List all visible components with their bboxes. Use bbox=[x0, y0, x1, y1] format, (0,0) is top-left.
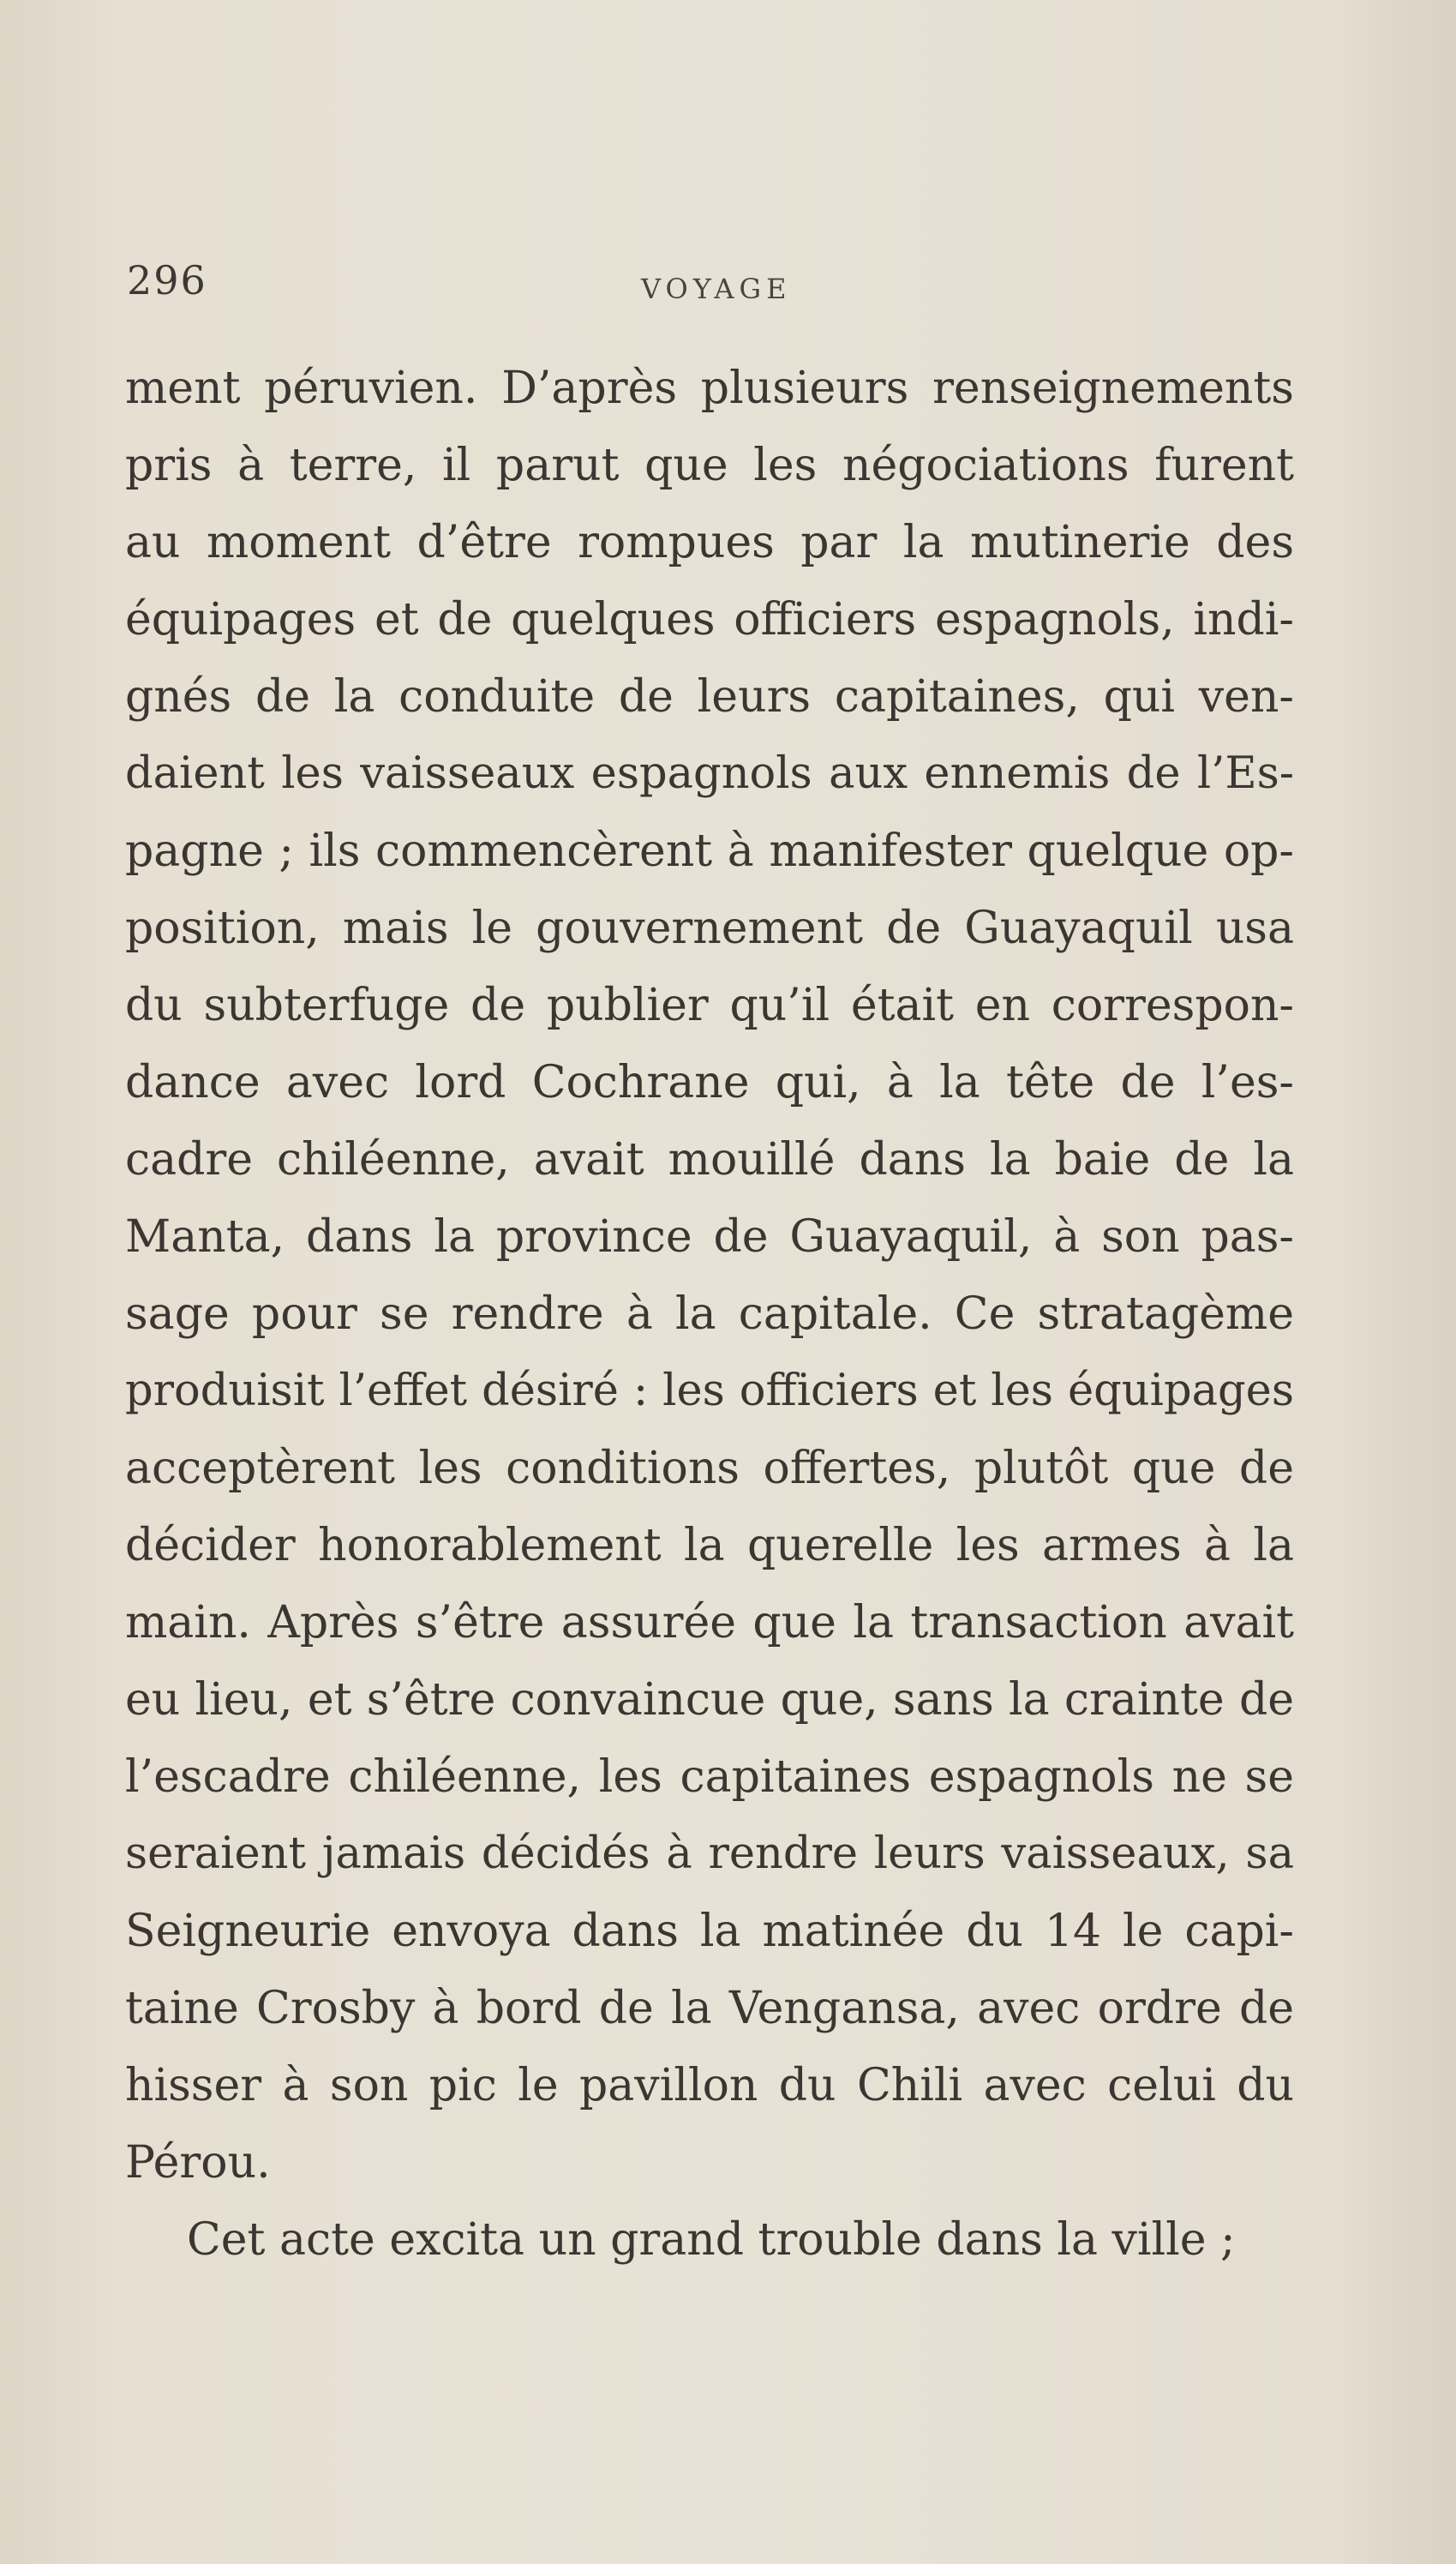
text-line: décider honorablement la querelle les armes à la bbox=[125, 1520, 1294, 1571]
paragraph-end-line: Pérou. bbox=[125, 2137, 271, 2189]
body-text bbox=[125, 350, 1294, 2279]
text-line: sage pour se rendre à la capitale. Ce stratagème bbox=[125, 1288, 1294, 1340]
text-line: eu lieu, et s’être convaincue que, sans la crainte de bbox=[125, 1674, 1294, 1726]
text-line: du subterfuge de publier qu’il était en correspon- bbox=[125, 980, 1294, 1031]
text-line: ment péruvien. D’après plusieurs renseignements bbox=[125, 363, 1294, 414]
text-line: pris à terre, il parut que les négociations furent bbox=[125, 440, 1294, 491]
text-line: Manta, dans la province de Guayaquil, à son pas- bbox=[125, 1211, 1294, 1263]
page-header bbox=[127, 257, 1292, 317]
paragraph-start-line: Cet acte excita un grand trouble dans la ville ; bbox=[187, 2214, 1236, 2266]
text-line: l’escadre chiléenne, les capitaines espagnols ne se bbox=[125, 1751, 1294, 1803]
text-line: équipages et de quelques officiers espagnols, indi- bbox=[125, 594, 1294, 646]
text-line: acceptèrent les conditions offertes, plutôt que de bbox=[125, 1443, 1294, 1494]
text-line: hisser à son pic le pavillon du Chili avec celui du bbox=[125, 2060, 1294, 2111]
text-line: seraient jamais décidés à rendre leurs vaisseaux, sa bbox=[125, 1828, 1294, 1879]
text-line: daient les vaisseaux espagnols aux ennemis de l’Es- bbox=[125, 748, 1294, 799]
page-number: 296 bbox=[127, 257, 207, 303]
text-line: Seigneurie envoya dans la matinée du 14 le capi- bbox=[125, 1906, 1294, 1957]
text-line: taine Crosby à bord de la Vengansa, avec ordre de bbox=[125, 1983, 1294, 2034]
text-line: gnés de la conduite de leurs capitaines, qui ven- bbox=[125, 671, 1294, 723]
text-line: au moment d’être rompues par la mutinerie des bbox=[125, 517, 1294, 568]
text-line: main. Après s’être assurée que la transaction avait bbox=[125, 1597, 1294, 1648]
text-line: dance avec lord Cochrane qui, à la tête de l’es- bbox=[125, 1057, 1294, 1108]
text-line: position, mais le gouvernement de Guayaquil usa bbox=[125, 903, 1294, 954]
running-head: VOYAGE bbox=[641, 273, 792, 305]
text-line: pagne ; ils commencèrent à manifester quelque op- bbox=[125, 826, 1294, 877]
text-line: cadre chiléenne, avait mouillé dans la baie de la bbox=[125, 1134, 1294, 1186]
text-line: produisit l’effet désiré : les officiers et les équipages bbox=[125, 1366, 1294, 1416]
